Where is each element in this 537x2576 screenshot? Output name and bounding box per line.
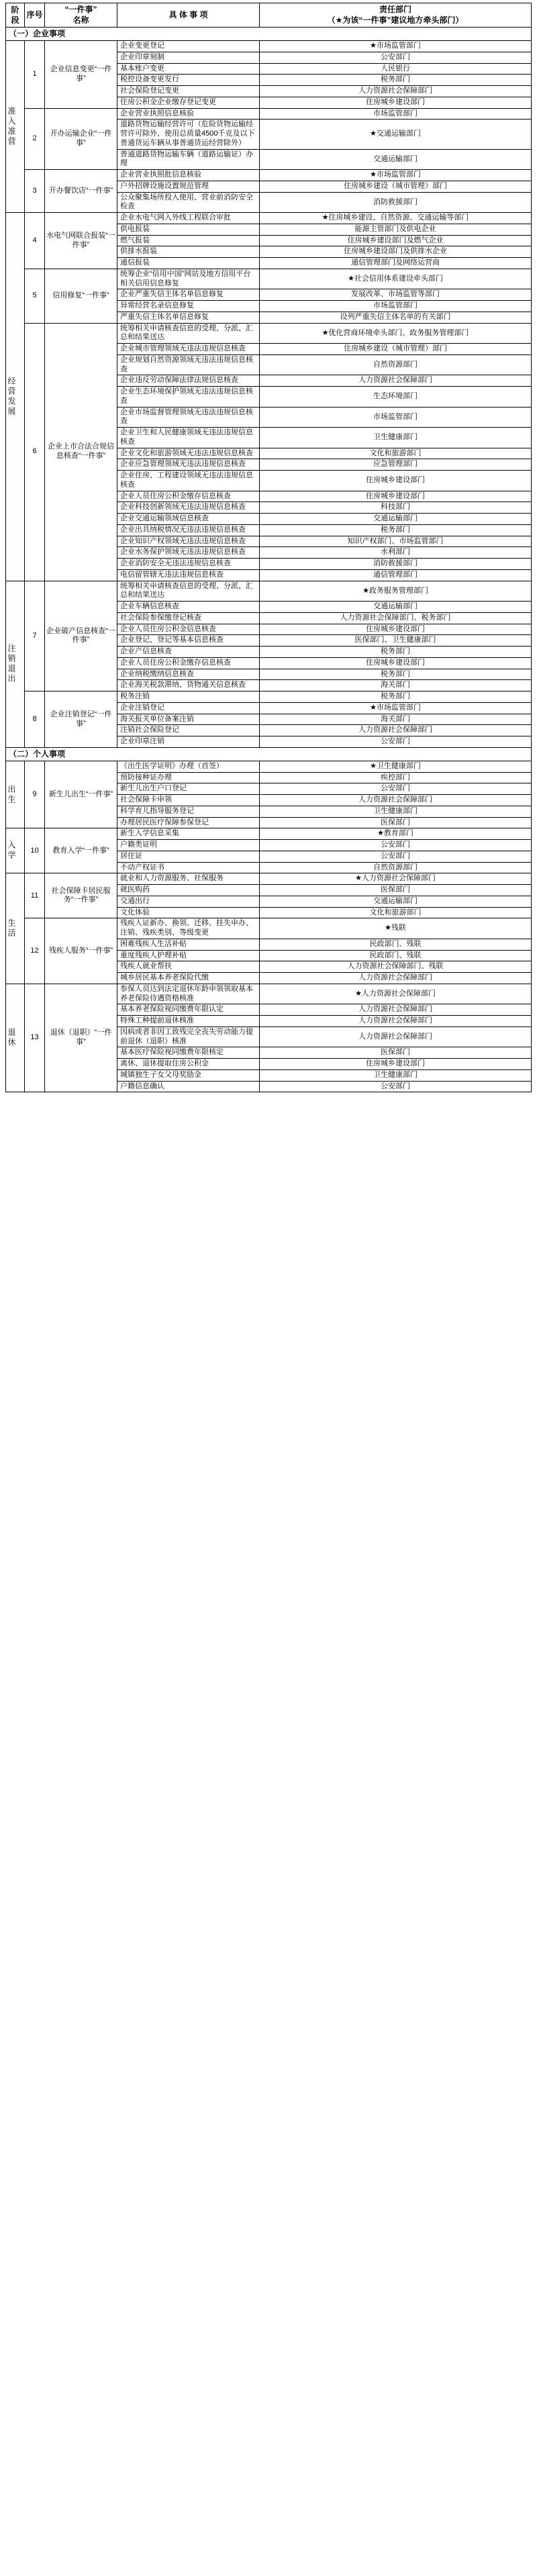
group-number: 12 (25, 918, 45, 984)
responsible-department: 通信管理部门及网络运营商 (260, 258, 532, 269)
matter-detail: 户籍信息确认 (117, 1081, 260, 1092)
table-row (6, 984, 532, 1004)
table-row (6, 918, 532, 939)
matter-detail: 残疾人证新办、换领、迁移、挂失申办、注销、残疾类别、等级变更 (117, 918, 260, 939)
matter-detail: 困难残疾人生活补贴 (117, 939, 260, 950)
responsible-department: 税务部门 (260, 669, 532, 680)
matter-detail: 严重失信主体名单信息修复 (117, 312, 260, 323)
responsible-department: ★交通运输部门 (260, 120, 532, 149)
responsible-department: 税务部门 (260, 647, 532, 658)
matter-detail: 城镇独生子女父母奖励金 (117, 1069, 260, 1081)
matter-detail: 公众聚集场所投入使用、营业前消防安全检查 (117, 192, 260, 213)
group-number: 9 (25, 761, 45, 828)
responsible-department: ★人力资源社会保障部门 (260, 873, 532, 885)
section-heading-row (6, 747, 532, 761)
matter-detail: 统筹相关申请核查信息的受理、分派、汇总和结果送达 (117, 581, 260, 602)
responsible-department: 公安部门 (260, 736, 532, 748)
matter-detail: 办理居民医疗保障参保登记 (117, 817, 260, 828)
responsible-department: 住房城乡建设部门及供排水企业 (260, 246, 532, 258)
group-name: 水电气网联合报装“一件事” (45, 213, 117, 269)
responsible-department: 疾控部门 (260, 772, 532, 783)
stage-cell (6, 581, 25, 747)
matter-detail: 户外招牌设施设置规范管理 (117, 181, 260, 192)
responsible-department: 卫生健康部门 (260, 806, 532, 817)
responsible-department: 能源主管部门及供电企业 (260, 224, 532, 235)
matter-detail: 统筹相关申请核查信息的受理、分派、汇总和结果送达 (117, 323, 260, 344)
responsible-department: 住房城乡建设（城市管理）部门 (260, 181, 532, 192)
group-name: 教育入学“一件事” (45, 828, 117, 873)
group-number: 4 (25, 213, 45, 269)
section-heading-row (6, 28, 532, 41)
matter-detail: 城乡居民基本养老保险代缴 (117, 973, 260, 984)
table-row (6, 691, 532, 703)
matter-detail: 预防接种证办理 (117, 772, 260, 783)
responsible-department: 人力资源社会保障部门 (260, 1027, 532, 1047)
table-row (6, 41, 532, 52)
group-number: 13 (25, 984, 45, 1092)
responsible-department: 人力资源社会保障部门 (260, 86, 532, 97)
matter-detail: 企业生态环境保护领域无违法违规信息核查 (117, 387, 260, 408)
matter-detail: 企业水电气网入外线工程联合审批 (117, 213, 260, 224)
group-name: 信用修复“一件事” (45, 269, 117, 323)
table-row (6, 761, 532, 772)
matter-detail: 企业市场监督管理领域无违法违规信息核查 (117, 407, 260, 428)
matter-detail: 企业人员住房公积金信息核查 (117, 624, 260, 635)
responsible-department: ★政务服务管理部门 (260, 581, 532, 602)
header-dept-line2: （★为该“一件事”建议地方牵头部门） (327, 15, 464, 25)
responsible-department: 发展改革、市场监管等部门 (260, 289, 532, 301)
header-detail: 具 体 事 项 (117, 3, 260, 28)
responsible-department: 税务部门 (260, 524, 532, 536)
matter-detail: 供排水报装 (117, 246, 260, 258)
group-name: 新生儿出生“一件事” (45, 761, 117, 828)
responsible-department: 水利部门 (260, 547, 532, 559)
matter-detail: 企业人员住房公积金缴存信息核查 (117, 491, 260, 502)
header-no: 序号 (25, 3, 45, 28)
matter-detail: 企业营业执照批信息核验 (117, 170, 260, 181)
responsible-department: 公安部门 (260, 783, 532, 795)
responsible-department: 住房城乡建设部门 (260, 491, 532, 502)
responsible-department: 自然资源部门 (260, 354, 532, 375)
section-heading: （一）企业事项 (6, 28, 532, 41)
responsible-department: 知识产权部门、市场监管部门 (260, 536, 532, 547)
stage-label: 经营发展 (7, 376, 16, 417)
matter-detail: 企业城市管理领域无违法违规信息核查 (117, 344, 260, 355)
document-page (0, 0, 537, 1106)
matter-detail: 重度残疾人护理补贴 (117, 950, 260, 961)
responsible-department: 住房城乡建设部门 (260, 624, 532, 635)
matter-detail: 企业印章刻制 (117, 52, 260, 63)
responsible-department: 人力资源社会保障部门 (260, 725, 532, 736)
matter-detail: 企业应急管理领域无违法违规信息核查 (117, 459, 260, 471)
responsible-department: 文化和旅游部门 (260, 907, 532, 918)
responsible-department: 海关部门 (260, 680, 532, 691)
matter-detail: 住房公积金企业缴存登记变更 (117, 97, 260, 108)
matter-detail: 企业文化和旅游领域无违法违规信息核查 (117, 448, 260, 459)
matter-detail: 税控设备变更发行 (117, 75, 260, 86)
table-row (6, 269, 532, 289)
matter-detail: 特殊工种提前退休核准 (117, 1016, 260, 1027)
responsible-department: 交通运输部门 (260, 149, 532, 170)
matter-detail: 就医购药 (117, 885, 260, 896)
matter-detail: 企业营业执照信息核验 (117, 108, 260, 120)
matter-detail: 残疾人就业帮扶 (117, 961, 260, 973)
group-name: 企业上市合法合规信息核查“一件事” (45, 323, 117, 581)
matter-detail: 通信报装 (117, 258, 260, 269)
matter-detail: 道路货物运输经营许可（危险货物运输经营许可除外、使用总质量4500千克及以下普通货运车辆从事普通货运经营除外） (117, 120, 260, 149)
matter-detail: 户籍类证明 (117, 840, 260, 851)
responsible-department: 人民银行 (260, 63, 532, 75)
table-row (6, 108, 532, 120)
responsible-department: 住房城乡建设部门 (260, 1059, 532, 1070)
group-name: 开办运输企业“一件事” (45, 108, 117, 170)
table-row (6, 170, 532, 181)
stage-cell (6, 828, 25, 873)
matter-detail: 《出生医学证明》办理（首签） (117, 761, 260, 772)
responsible-department: 住房城乡建设部门 (260, 657, 532, 669)
responsible-department: ★人力资源社会保障部门 (260, 984, 532, 1004)
responsible-department: 住房城乡建设（城市管理）部门 (260, 344, 532, 355)
group-number: 1 (25, 41, 45, 109)
responsible-department: 海关部门 (260, 714, 532, 725)
responsible-department: ★社会信用体系建设牵头部门 (260, 269, 532, 289)
matter-detail: 社会保险参保缴登记核查 (117, 612, 260, 624)
matter-detail: 燃气报装 (117, 235, 260, 246)
matter-detail: 参保人员达到法定退休年龄申领领取基本养老保险待遇资格核准 (117, 984, 260, 1004)
table-row (6, 873, 532, 885)
responsible-department: 人力资源社会保障部门、税务部门 (260, 612, 532, 624)
responsible-department: ★市场监管部门 (260, 702, 532, 714)
matter-detail: 居住证 (117, 851, 260, 862)
stage-cell (6, 761, 25, 828)
header-dept-line1: 责任部门 (379, 5, 411, 14)
matter-detail: 企业规划自然资源领域无违法违规信息核查 (117, 354, 260, 375)
header-item (45, 3, 117, 28)
group-name: 退休（退职）“一件事” (45, 984, 117, 1092)
group-number: 10 (25, 828, 45, 873)
responsible-department: 公安部门 (260, 851, 532, 862)
matter-detail: 电信留管辖无违法违规信息核查 (117, 569, 260, 581)
responsible-department: ★卫生健康部门 (260, 761, 532, 772)
matter-detail: 新生入学信息采集 (117, 828, 260, 840)
group-name: 社会保障卡居民服务“一件事” (45, 873, 117, 918)
matter-detail: 注销社会保险登记 (117, 725, 260, 736)
responsible-department: 市场监管部门 (260, 108, 532, 120)
matter-detail: 企业纳税缴纳信息核查 (117, 669, 260, 680)
responsible-department: 公安部门 (260, 52, 532, 63)
responsible-department: 税务部门 (260, 75, 532, 86)
responsible-department: 医保部门、卫生健康部门 (260, 635, 532, 647)
responsible-department: 人力资源社会保障部门 (260, 1004, 532, 1016)
matter-detail: 企业印章注销 (117, 736, 260, 748)
responsible-department: 市场监管部门 (260, 407, 532, 428)
responsible-department: 民政部门、残联 (260, 939, 532, 950)
responsible-department: 住房城乡建设部门 (260, 97, 532, 108)
responsible-department: ★市场监管部门 (260, 41, 532, 52)
responsible-department: 卫生健康部门 (260, 1069, 532, 1081)
matter-detail: 企业产信息核查 (117, 647, 260, 658)
matter-detail: 统筹企业“信用中国”网站及地方信用平台相关信用信息修复 (117, 269, 260, 289)
responsible-department: 通信管理部门 (260, 569, 532, 581)
matter-detail: 普通道路货物运输车辆（道路运输证）办理 (117, 149, 260, 170)
responsible-department: 交通运输部门 (260, 514, 532, 525)
responsible-department: ★住房城乡建设、自然资源、交通运输等部门 (260, 213, 532, 224)
responsible-department: 住房城乡建设部门 (260, 471, 532, 491)
responsible-department: 交通运输部门 (260, 896, 532, 907)
section-heading: （二）个人事项 (6, 747, 532, 761)
responsible-department: 公安部门 (260, 840, 532, 851)
matter-detail: 因病或者非因工致残完全丧失劳动能力提前退休（退职）核准 (117, 1027, 260, 1047)
matter-detail: 异常经营名录信息修复 (117, 301, 260, 312)
responsible-department: 文化和旅游部门 (260, 448, 532, 459)
responsible-department: 人力资源社会保障部门 (260, 795, 532, 806)
matter-detail: 新生儿出生户口登记 (117, 783, 260, 795)
matter-detail: 海关报关单位备案注销 (117, 714, 260, 725)
matter-detail: 企业海关税款滞纳、货物通关信息核查 (117, 680, 260, 691)
matter-detail: 离休、退休提取住房公积金 (117, 1059, 260, 1070)
responsible-department: ★市场监管部门 (260, 170, 532, 181)
matter-detail: 科学育儿指导服务登记 (117, 806, 260, 817)
matter-detail: 企业卫生和人民健康领域无违法违规信息核查 (117, 428, 260, 448)
stage-label: 退休 (7, 1028, 16, 1049)
table-row (6, 323, 532, 344)
matter-detail: 企业车辆信息核查 (117, 602, 260, 613)
responsible-department: 人力资源社会保障部门、残联 (260, 961, 532, 973)
group-number: 8 (25, 691, 45, 748)
group-name: 企业注销登记“一件事” (45, 691, 117, 748)
responsible-department: 人力资源社会保障部门 (260, 973, 532, 984)
responsible-department: 交通运输部门 (260, 602, 532, 613)
matter-detail: 企业严重失信主体名单信息修复 (117, 289, 260, 301)
matter-detail: 企业注销登记 (117, 702, 260, 714)
responsible-department: 人力资源社会保障部门 (260, 1016, 532, 1027)
responsible-department: 科技部门 (260, 502, 532, 514)
group-name: 开办餐饮店“一件事” (45, 170, 117, 213)
responsible-department: 住房城乡建设部门及燃气企业 (260, 235, 532, 246)
header-item-line1: “一件事” (64, 5, 97, 14)
matter-detail: 基本账户变更 (117, 63, 260, 75)
group-number: 3 (25, 170, 45, 213)
stage-label: 注销退出 (7, 644, 16, 685)
matter-detail: 基本养老保险视同缴费年限认定 (117, 1004, 260, 1016)
responsible-department: 卫生健康部门 (260, 428, 532, 448)
group-number: 2 (25, 108, 45, 170)
matter-detail: 企业变更登记 (117, 41, 260, 52)
matter-detail: 企业水务保护领域无违法违规信息核查 (117, 547, 260, 559)
stage-label: 出生 (7, 784, 16, 805)
matter-detail: 交通出行 (117, 896, 260, 907)
matter-detail: 社会保险登记变更 (117, 86, 260, 97)
matter-detail: 不动产权证书 (117, 862, 260, 873)
matter-detail: 企业住房、工程建设领域无违法违规信息核查 (117, 471, 260, 491)
matter-detail: 企业科技创新领域无违法违规信息核查 (117, 502, 260, 514)
table-body (6, 28, 532, 1092)
matter-detail: 企业知识产权领域无违法违规信息核查 (117, 536, 260, 547)
table-row (6, 581, 532, 602)
matter-detail: 供电报装 (117, 224, 260, 235)
stage-label: 生活 (7, 918, 16, 939)
stage-label: 入学 (7, 841, 16, 861)
group-number: 7 (25, 581, 45, 691)
matter-detail: 税务注销 (117, 691, 260, 703)
group-name: 企业破产信息核查“一件事” (45, 581, 117, 691)
matter-detail: 企业违反劳动保障法律法规信息核查 (117, 375, 260, 387)
responsible-department: 消防救援部门 (260, 559, 532, 570)
matter-detail: 社会保障卡申领 (117, 795, 260, 806)
responsible-department: 设列严重失信主体名单的有关部门 (260, 312, 532, 323)
responsible-department: 公安部门 (260, 1081, 532, 1092)
stage-cell (6, 213, 25, 581)
responsible-department: 自然资源部门 (260, 862, 532, 873)
header-dept (260, 3, 532, 28)
stage-cell (6, 41, 25, 213)
stage-cell (6, 984, 25, 1092)
group-number: 5 (25, 269, 45, 323)
responsible-department: 医保部门 (260, 1047, 532, 1059)
responsible-department: 消防救援部门 (260, 192, 532, 213)
stage-cell (6, 873, 25, 984)
table-row (6, 213, 532, 224)
table-header-row (6, 3, 532, 28)
matter-detail: 文化体验 (117, 907, 260, 918)
matters-table (5, 3, 532, 1092)
group-name: 企业信息变更“一件事” (45, 41, 117, 109)
responsible-department: 生态环境部门 (260, 387, 532, 408)
responsible-department: 市场监管部门 (260, 301, 532, 312)
responsible-department: 民政部门、残联 (260, 950, 532, 961)
responsible-department: 医保部门 (260, 817, 532, 828)
matter-detail: 基本医疗保险视同缴费年限核定 (117, 1047, 260, 1059)
stage-label: 准入准营 (7, 106, 16, 147)
group-number: 11 (25, 873, 45, 918)
matter-detail: 企业出具纳税情况无违法违规信息核查 (117, 524, 260, 536)
responsible-department: ★教育部门 (260, 828, 532, 840)
header-item-line2: 名称 (72, 15, 89, 25)
responsible-department: 税务部门 (260, 691, 532, 703)
responsible-department: 医保部门 (260, 885, 532, 896)
responsible-department: ★优化营商环境牵头部门、政务服务管理部门 (260, 323, 532, 344)
matter-detail: 就业和人力资源服务、社保服务 (117, 873, 260, 885)
responsible-department: ★残联 (260, 918, 532, 939)
responsible-department: 应急管理部门 (260, 459, 532, 471)
group-number: 6 (25, 323, 45, 581)
matter-detail: 企业登记、登记等基本信息核查 (117, 635, 260, 647)
group-name: 残疾人服务“一件事” (45, 918, 117, 984)
header-stage: 阶段 (6, 3, 25, 28)
matter-detail: 企业消防安全无违法违规信息核查 (117, 559, 260, 570)
responsible-department: 人力资源社会保障部门 (260, 375, 532, 387)
matter-detail: 企业人员住房公积金缴存信息核查 (117, 657, 260, 669)
matter-detail: 企业交通运输领域信息核查 (117, 514, 260, 525)
table-row (6, 828, 532, 840)
